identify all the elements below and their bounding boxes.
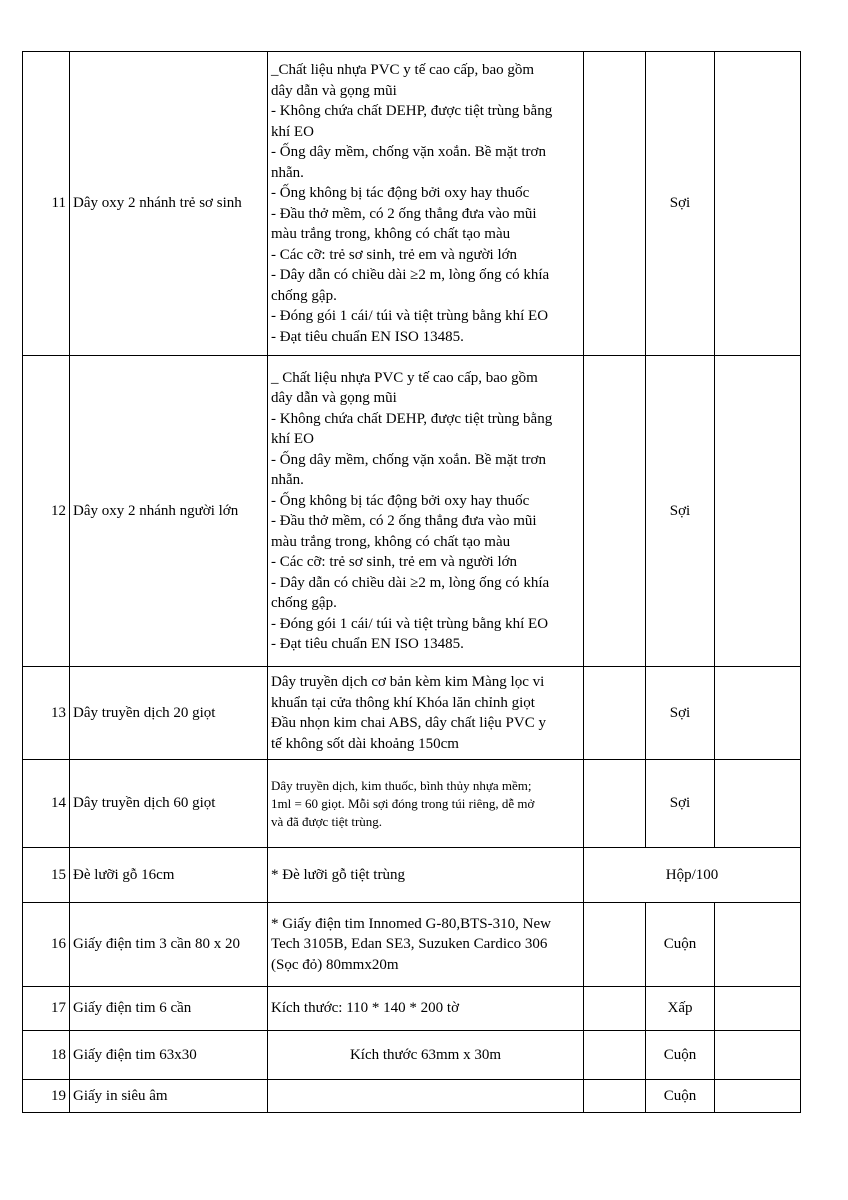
description-line: - Đóng gói 1 cái/ túi và tiệt trùng bằng khí EO (271, 615, 549, 632)
description-line: khí EO (271, 431, 314, 447)
description-line: 1ml = 60 giọt. Mỗi sợi đóng trong túi riêng, dễ mở (271, 795, 535, 811)
item-description (268, 52, 584, 356)
empty-cell (584, 667, 646, 760)
unit-cell: Cuộn (646, 903, 715, 987)
description-line: _Chất liệu nhựa PVC y tế cao cấp, bao gồm (271, 62, 535, 78)
item-description (268, 760, 584, 848)
unit-cell: Cuộn (646, 1031, 715, 1080)
item-description (268, 1080, 584, 1113)
row-number: 12 (23, 356, 70, 667)
row-number: 15 (23, 848, 70, 903)
empty-cell (584, 52, 646, 356)
description-line: - Ống dây mềm, chống vặn xoắn. Bề mặt trơn (271, 451, 546, 468)
empty-cell (584, 987, 646, 1031)
item-description (268, 356, 584, 667)
description-line: - Dây dẫn có chiều dài ≥2 m, lòng ống có khía (271, 574, 550, 591)
row-number: 13 (23, 667, 70, 760)
product-spec-table (22, 51, 801, 1113)
description-line: - Ống không bị tác động bởi oxy hay thuốc (271, 492, 530, 509)
table-row (23, 667, 801, 760)
row-number: 19 (23, 1080, 70, 1113)
unit-cell: Xấp (646, 987, 715, 1031)
row-number: 14 (23, 760, 70, 848)
empty-cell (715, 52, 801, 356)
table-row (23, 903, 801, 987)
description-line: Dây truyền dịch, kim thuốc, bình thủy nhựa mềm; (271, 777, 532, 793)
item-description (268, 903, 584, 987)
empty-cell (715, 1031, 801, 1080)
description-line: khuẩn tại cửa thông khí Khóa lăn chỉnh giọt (271, 694, 535, 711)
row-number: 18 (23, 1031, 70, 1080)
description-line: - Đóng gói 1 cái/ túi và tiệt trùng bằng khí EO (271, 308, 549, 324)
empty-cell (584, 760, 646, 848)
description-line: tế không sốt dài khoảng 150cm (271, 735, 459, 752)
description-line: - Đạt tiêu chuẩn EN ISO 13485. (271, 328, 464, 345)
description-line: - Các cỡ: trẻ sơ sinh, trẻ em và người lớn (271, 554, 518, 570)
description-line: và đã được tiệt trùng. (271, 813, 383, 829)
description-line: - Đạt tiêu chuẩn EN ISO 13485. (271, 636, 464, 652)
description-line: màu trắng trong, không có chất tạo màu (271, 226, 511, 242)
item-name: Dây oxy 2 nhánh trẻ sơ sinh (70, 52, 268, 356)
empty-cell (584, 356, 646, 667)
unit-cell: Sợi (646, 356, 715, 667)
description-line: nhẵn. (271, 164, 304, 181)
description-line: chống gập. (271, 287, 337, 304)
unit-cell: Sợi (646, 760, 715, 848)
description-line: - Ống dây mềm, chống vặn xoắn. Bề mặt trơn (271, 144, 546, 160)
row-number: 17 (23, 987, 70, 1031)
empty-cell (715, 356, 801, 667)
row-number: 11 (23, 52, 70, 356)
item-name: Giấy điện tim 3 cần 80 x 20 (70, 903, 268, 987)
description-line: - Ống không bị tác động bởi oxy hay thuốc (271, 185, 530, 201)
description-line: dây dẫn và gọng mũi (271, 390, 397, 406)
table-row (23, 356, 801, 667)
empty-cell (715, 987, 801, 1031)
description-line: dây dẫn và gọng mũi (271, 82, 397, 99)
unit-cell: Sợi (646, 667, 715, 760)
item-name: Giấy điện tim 63x30 (70, 1031, 268, 1080)
item-name: Dây oxy 2 nhánh người lớn (70, 356, 268, 667)
item-name: Giấy in siêu âm (70, 1080, 268, 1113)
row-number: 16 (23, 903, 70, 987)
item-name: Đè lưỡi gỗ 16cm (70, 848, 268, 903)
item-description (268, 848, 584, 903)
description-line: Tech 3105B, Edan SE3, Suzuken Cardico 306 (271, 936, 548, 953)
description-line: * Giấy điện tim Innomed G-80,BTS-310, New (271, 915, 551, 932)
description-line: (Sọc đỏ) 80mmx20m (271, 956, 399, 973)
item-name: Giấy điện tim 6 cần (70, 987, 268, 1031)
empty-cell (584, 1080, 646, 1113)
description-line: Dây truyền dịch cơ bản kèm kim Màng lọc vi (271, 674, 545, 690)
empty-cell (715, 760, 801, 848)
empty-cell (584, 1031, 646, 1080)
description-line: màu trắng trong, không có chất tạo màu (271, 533, 511, 550)
empty-cell (715, 903, 801, 987)
unit-cell: Hộp/100 (584, 848, 801, 903)
empty-cell (715, 667, 801, 760)
description-line: - Không chứa chất DEHP, được tiệt trùng bằng (271, 410, 553, 427)
description-line: - Không chứa chất DEHP, được tiệt trùng bằng (271, 103, 553, 119)
description-line: chống gập. (271, 595, 337, 611)
item-description (268, 667, 584, 760)
description-line: Đầu nhọn kim chai ABS, dây chất liệu PVC y (271, 715, 546, 731)
table-row (23, 52, 801, 356)
table-row (23, 987, 801, 1031)
empty-cell (584, 903, 646, 987)
description-line: Kích thước 63mm x 30m (349, 1046, 502, 1063)
item-name: Dây truyền dịch 20 giọt (70, 667, 268, 760)
description-line: Kích thước: 110 * 140 * 200 tờ (271, 1000, 460, 1017)
description-line: * Đè lưỡi gỗ tiệt trùng (271, 866, 405, 883)
table-row (23, 1080, 801, 1113)
description-line: - Đầu thở mềm, có 2 ống thẳng đưa vào mũi (271, 205, 537, 222)
table-row (23, 848, 801, 903)
item-name: Dây truyền dịch 60 giọt (70, 760, 268, 848)
description-line: - Các cỡ: trẻ sơ sinh, trẻ em và người lớn (271, 246, 518, 263)
description-line: - Đầu thở mềm, có 2 ống thẳng đưa vào mũi (271, 513, 537, 529)
table-row (23, 1031, 801, 1080)
table-row (23, 760, 801, 848)
item-description (268, 987, 584, 1031)
description-line: nhẵn. (271, 472, 304, 488)
unit-cell: Cuộn (646, 1080, 715, 1113)
empty-cell (715, 1080, 801, 1113)
unit-cell: Sợi (646, 52, 715, 356)
description-line: khí EO (271, 123, 314, 140)
description-line: _ Chất liệu nhựa PVC y tế cao cấp, bao gồm (271, 369, 538, 386)
description-line: - Dây dẫn có chiều dài ≥2 m, lòng ống có khía (271, 267, 550, 283)
item-description (268, 1031, 584, 1080)
